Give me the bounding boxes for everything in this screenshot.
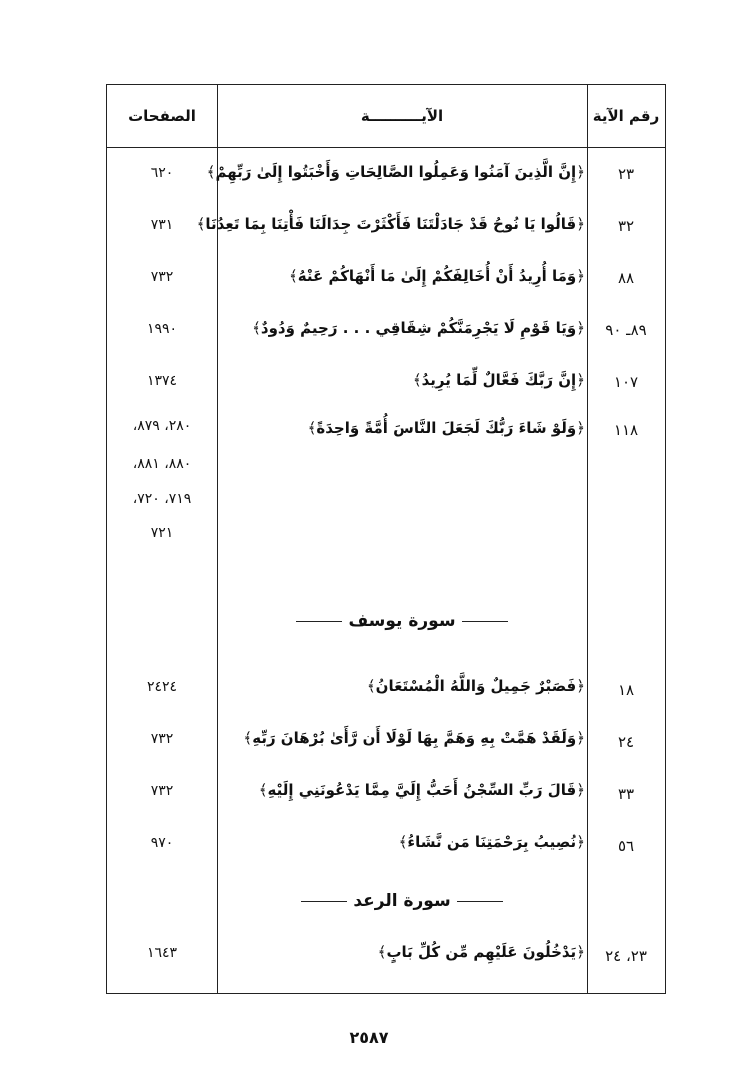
bracket-close: ﴾ bbox=[258, 781, 268, 799]
page-refs: ٧٣١ bbox=[150, 217, 174, 233]
page-refs: ٩٧٠ bbox=[150, 835, 174, 851]
ayah-ref: ٢٣ bbox=[617, 165, 635, 183]
ayah-text: ﴿وَلَوْ شَاءَ رَبُّكَ لَجَعَلَ النَّاسَ أُمَّةً وَاحِدَةً﴾ bbox=[307, 419, 585, 437]
ayah-ref: ١٨ bbox=[617, 681, 635, 699]
ayah-text: ﴿نُصِيبُ بِرَحْمَتِنَا مَن نَّشَاءُ﴾ bbox=[398, 833, 585, 851]
page-refs: ٧٣٢ bbox=[150, 783, 174, 799]
bracket-open: ﴿ bbox=[576, 781, 585, 799]
page-refs-continued: ٨٨٠، ٨٨١، bbox=[132, 456, 192, 472]
header-ref: رقم الآية bbox=[592, 107, 660, 125]
ayah-text: ﴿إِنَّ رَبَّكَ فَعَّالٌ لِّمَا يُرِيدُ﴾ bbox=[412, 371, 585, 389]
ayah-ref: ٣٢ bbox=[617, 217, 635, 235]
bracket-open: ﴿ bbox=[576, 729, 585, 747]
surah-heading-raad: سورة الرعد bbox=[217, 891, 587, 911]
page-refs-continued: ٧١٩، ٧٢٠، bbox=[132, 491, 192, 507]
ayah-text: ﴿فَصَبْرٌ جَمِيلٌ وَاللَّهُ الْمُسْتَعَانُ﴾ bbox=[366, 677, 585, 695]
page-refs: ٢٤٢٤ bbox=[146, 679, 178, 695]
bracket-open: ﴿ bbox=[576, 215, 585, 233]
bracket-close: ﴾ bbox=[252, 319, 261, 337]
bracket-open: ﴿ bbox=[576, 163, 585, 181]
ayah-ref: ٢٣، ٢٤ bbox=[605, 947, 647, 965]
bracket-open: ﴿ bbox=[576, 943, 585, 961]
ayah-ref: ١٠٧ bbox=[613, 373, 639, 391]
page-refs: ٢٨٠، ٨٧٩، bbox=[132, 418, 192, 434]
ayah-ref: ٨٨ bbox=[617, 269, 635, 287]
ayah-ref: ٢٤ bbox=[617, 733, 635, 751]
index-table bbox=[106, 84, 666, 994]
ayah-text: ﴿وَيَا قَوْمِ لَا يَجْرِمَنَّكُمْ شِقَاقِي . . . رَحِيمٌ وَدُودٌ﴾ bbox=[252, 319, 585, 337]
bracket-open: ﴿ bbox=[576, 677, 585, 695]
bracket-close: ﴾ bbox=[366, 677, 376, 695]
surah-heading-yusuf: سورة يوسف bbox=[217, 611, 587, 631]
bracket-close: ﴾ bbox=[206, 163, 216, 181]
ayah-ref: ٨٩ـ ٩٠ bbox=[605, 321, 647, 339]
header-pages: الصفحات bbox=[128, 107, 196, 125]
page-refs: ١٩٩٠ bbox=[146, 321, 178, 337]
ayah-text: ﴿وَمَا أُرِيدُ أَنْ أُخَالِفَكُمْ إِلَىٰ مَا أَنْهَاكُمْ عَنْهُ﴾ bbox=[288, 267, 585, 285]
ayah-ref: ١١٨ bbox=[613, 421, 639, 439]
bracket-close: ﴾ bbox=[412, 371, 422, 389]
page-number: ٢٥٨٧ bbox=[349, 1028, 389, 1047]
bracket-open: ﴿ bbox=[576, 833, 585, 851]
bracket-close: ﴾ bbox=[196, 215, 206, 233]
ayah-ref: ٥٦ bbox=[617, 837, 635, 855]
bracket-open: ﴿ bbox=[576, 319, 585, 337]
page-refs-continued: ٧٢١ bbox=[150, 525, 174, 541]
page-refs: ١٣٧٤ bbox=[146, 373, 178, 389]
bracket-close: ﴾ bbox=[398, 833, 408, 851]
bracket-close: ﴾ bbox=[288, 267, 298, 285]
ayah-text: ﴿إِنَّ الَّذِينَ آمَنُوا وَعَمِلُوا الصَّالِحَاتِ وَأَخْبَتُوا إِلَىٰ رَبِّهِمْ﴾ bbox=[206, 163, 585, 181]
page-refs: ٧٣٢ bbox=[150, 269, 174, 285]
page-refs: ١٦٤٣ bbox=[146, 945, 178, 961]
page-refs: ٦٢٠ bbox=[150, 165, 174, 181]
ayah-text: ﴿قَالُوا يَا نُوحُ قَدْ جَادَلْتَنَا فَأَكْثَرْتَ جِدَالَنَا فَأْتِنَا بِمَا تَعِدُنَا﴾ bbox=[196, 215, 585, 233]
bracket-close: ﴾ bbox=[243, 729, 253, 747]
ayah-text: ﴿وَلَقَدْ هَمَّتْ بِهِ وَهَمَّ بِهَا لَوْلَا أَن رَّأَىٰ بُرْهَانَ رَبِّهِ﴾ bbox=[243, 729, 585, 747]
ayah-text: ﴿يَدْخُلُونَ عَلَيْهِم مِّن كُلِّ بَابٍ﴾ bbox=[377, 943, 585, 961]
ayah-ref: ٣٣ bbox=[617, 785, 635, 803]
bracket-open: ﴿ bbox=[576, 419, 585, 437]
ayah-text: ﴿قَالَ رَبِّ السِّجْنُ أَحَبُّ إِلَيَّ مِمَّا يَدْعُونَنِي إِلَيْهِ﴾ bbox=[258, 781, 585, 799]
header-divider bbox=[107, 147, 665, 148]
bracket-open: ﴿ bbox=[576, 371, 585, 389]
page-refs: ٧٣٢ bbox=[150, 731, 174, 747]
header-ayah: الآيــــــــــة bbox=[360, 107, 444, 125]
bracket-close: ﴾ bbox=[307, 419, 317, 437]
bracket-open: ﴿ bbox=[576, 267, 585, 285]
bracket-close: ﴾ bbox=[377, 943, 387, 961]
